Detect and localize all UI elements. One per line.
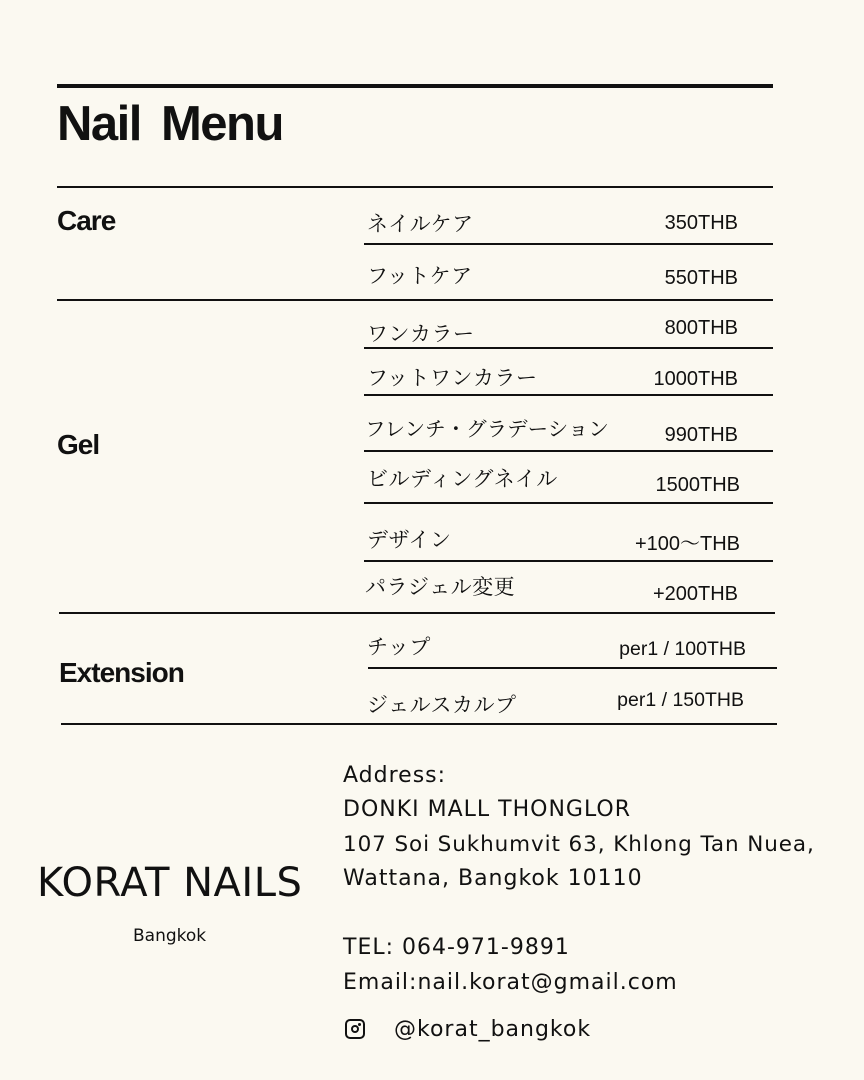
divider-extension-bottom (61, 723, 777, 725)
menu-item-name: ワンカラー (367, 322, 475, 346)
menu-item-name: フレンチ・グラデーション (365, 417, 609, 441)
email-address[interactable]: Email:nail.korat@gmail.com (343, 970, 678, 995)
divider-gel-top (57, 299, 773, 301)
item-divider (364, 243, 773, 245)
venue-name: DONKI MALL THONGLOR (343, 797, 632, 822)
brand-city: Bangkok (133, 926, 207, 946)
street-address: 107 Soi Sukhumvit 63, Khlong Tan Nuea, (343, 832, 815, 857)
item-divider (364, 394, 773, 396)
district-address: Wattana, Bangkok 10110 (343, 866, 643, 891)
menu-item-price: 800THB (664, 317, 738, 339)
menu-item-name: チップ (367, 635, 431, 659)
section-label-gel: Gel (57, 429, 100, 460)
menu-item-price: 350THB (664, 212, 738, 234)
item-divider (364, 347, 773, 349)
item-divider (368, 667, 777, 669)
menu-item-name: パラジェル変更 (365, 575, 516, 599)
menu-item-price: 990THB (664, 424, 738, 446)
section-label-care: Care (57, 205, 116, 236)
menu-item-price: +100〜THB (634, 533, 740, 555)
phone-number: TEL: 064-971-9891 (343, 935, 570, 960)
menu-item-price: 550THB (664, 267, 738, 289)
menu-item-price: 1500THB (655, 474, 740, 496)
menu-item-price: 1000THB (653, 368, 738, 390)
section-label-extension: Extension (59, 657, 184, 688)
menu-item-name: デザイン (367, 528, 452, 552)
menu-item-price: per1 / 150THB (617, 689, 744, 711)
menu-item-name: ジェルスカルプ (367, 693, 517, 717)
menu-item-price: per1 / 100THB (619, 638, 746, 660)
item-divider (364, 560, 773, 562)
menu-item-name: フットワンカラー (367, 366, 538, 390)
divider-care-top (57, 186, 773, 188)
top-rule (57, 84, 773, 88)
instagram-handle[interactable]: @korat_bangkok (394, 1017, 592, 1042)
menu-item-name: ネイルケア (367, 212, 474, 236)
item-divider (364, 450, 773, 452)
item-divider (364, 502, 773, 504)
page-title: Nail Menu (57, 97, 283, 151)
menu-item-price: +200THB (652, 583, 738, 605)
brand-name: KORAT NAILS (37, 860, 303, 906)
menu-item-name: ビルディングネイル (367, 467, 558, 491)
instagram-icon[interactable] (345, 1019, 365, 1039)
menu-item-name: フットケア (367, 264, 473, 288)
address-label: Address: (343, 763, 447, 788)
divider-extension-top (59, 612, 775, 614)
